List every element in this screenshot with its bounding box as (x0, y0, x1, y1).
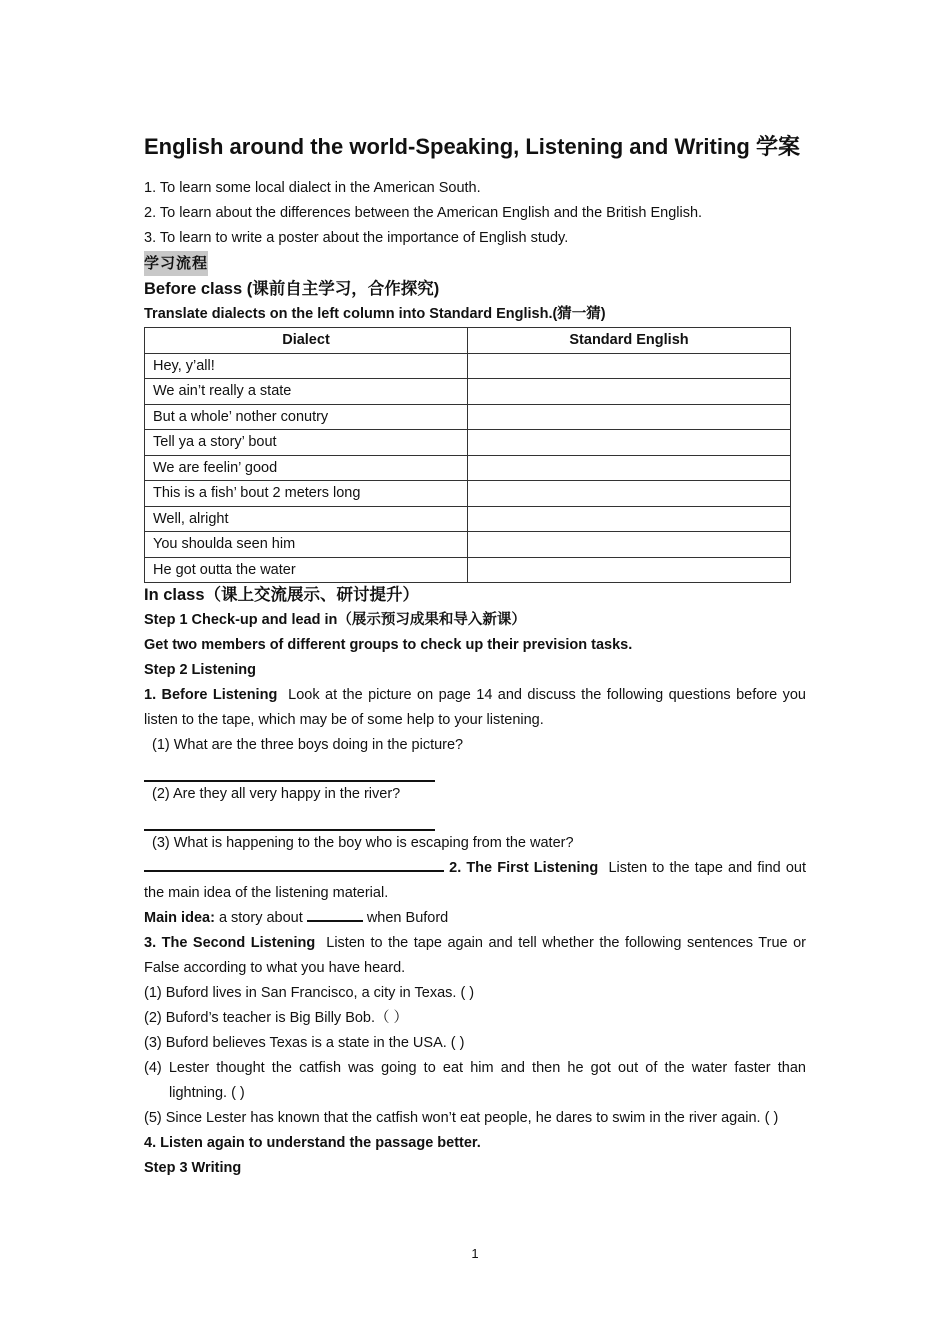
step1-task: Get two members of different groups to check up their prevision tasks. (144, 637, 633, 653)
statement-4: (4) Lester thought the catfish was going to eat him and then he got out of the water faster than lightning. ( ) (144, 1060, 806, 1101)
before-listening-text: Look at the picture on page 14 and discuss the following questions before you listen to the tape, which may be of some help to your listening. (144, 687, 806, 728)
table-row (145, 353, 791, 379)
dialect-cell: He got outta the water (145, 557, 468, 583)
table-row (145, 379, 791, 405)
second-listening-paragraph (144, 931, 806, 981)
table-row (145, 430, 791, 456)
main-idea-blank[interactable] (307, 908, 363, 922)
before-listening-label: 1. Before Listening (144, 687, 278, 703)
statement-5: (5) Since Lester has known that the catfish won’t eat people, he dares to swim in the river again. ( ) (144, 1110, 779, 1126)
table-row (145, 532, 791, 558)
statement-2: (2) Buford’s teacher is Big Billy Bob.（ ） (144, 1010, 409, 1026)
document-page (144, 130, 806, 1181)
table-row (145, 506, 791, 532)
answer-cell[interactable] (468, 353, 791, 379)
second-listening-label: 3. The Second Listening (144, 935, 316, 951)
process-label-line (144, 251, 806, 277)
question-2: (2) Are they all very happy in the river? (152, 786, 401, 802)
answer-cell[interactable] (468, 532, 791, 558)
dialect-cell: We are feelin’ good (145, 455, 468, 481)
objective-1: 1. To learn some local dialect in the American South. (144, 180, 481, 196)
answer-line-2[interactable] (144, 807, 435, 831)
dialect-cell: We ain’t really a state (145, 379, 468, 405)
main-idea-post: when Buford (366, 910, 449, 926)
dialect-cell: Well, alright (145, 506, 468, 532)
question-3: (3) What is happening to the boy who is escaping from the water? (152, 835, 574, 851)
statement-1: (1) Buford lives in San Francisco, a city in Texas. ( ) (144, 985, 475, 1001)
page-number: 1 (471, 1246, 479, 1261)
dialect-cell: Tell ya a story’ bout (145, 430, 468, 456)
table-row (145, 481, 791, 507)
table-row (145, 455, 791, 481)
table-row (145, 557, 791, 583)
process-label: 学习流程 (144, 251, 208, 276)
answer-cell[interactable] (468, 481, 791, 507)
header-standard-english: Standard English (468, 328, 791, 354)
step1-heading: Step 1 Check-up and lead in（展示预习成果和导入新课） (144, 612, 526, 628)
listen-again: 4. Listen again to understand the passage better. (144, 1135, 481, 1151)
table-row (145, 404, 791, 430)
dialect-cell: Hey, y’all! (145, 353, 468, 379)
answer-cell[interactable] (468, 404, 791, 430)
first-listening-label: 2. The First Listening (449, 860, 599, 876)
answer-line-3[interactable] (144, 856, 444, 872)
main-idea-pre: a story about (218, 910, 303, 926)
main-idea-label: Main idea: (144, 910, 215, 926)
answer-cell[interactable] (468, 379, 791, 405)
main-idea-line (144, 906, 806, 931)
answer-cell[interactable] (468, 430, 791, 456)
objective-2: 2. To learn about the differences between the American English and the British English. (144, 205, 703, 221)
dialect-cell: This is a fish’ bout 2 meters long (145, 481, 468, 507)
objective-3: 3. To learn to write a poster about the importance of English study. (144, 230, 569, 246)
first-listening-text: Listen to the tape and find out the main idea of the listening material. (144, 860, 807, 901)
dialect-cell: You shoulda seen him (145, 532, 468, 558)
in-class-heading: In class（课上交流展示、研讨提升） (144, 586, 420, 604)
before-class-instruction: Translate dialects on the left column into Standard English.(猜一猜) (144, 306, 606, 322)
statement-3: (3) Buford believes Texas is a state in the USA. ( ) (144, 1035, 465, 1051)
answer-cell[interactable] (468, 557, 791, 583)
question-1: (1) What are the three boys doing in the picture? (152, 737, 464, 753)
step2-heading: Step 2 Listening (144, 662, 256, 678)
table-header-row (145, 328, 791, 354)
before-listening-paragraph (144, 683, 806, 733)
before-class-heading: Before class (课前自主学习，合作探究) (144, 280, 440, 298)
first-listening-paragraph (144, 856, 806, 906)
document-title: English around the world-Speaking, Listening and Writing 学案 (144, 134, 800, 159)
answer-line-1[interactable] (144, 758, 435, 782)
step3-heading: Step 3 Writing (144, 1160, 242, 1176)
dialect-cell: But a whole’ nother conutry (145, 404, 468, 430)
answer-cell[interactable] (468, 455, 791, 481)
answer-cell[interactable] (468, 506, 791, 532)
header-dialect: Dialect (145, 328, 468, 354)
second-listening-text: Listen to the tape again and tell whether the following sentences True or False according to what you have heard. (144, 935, 806, 976)
dialect-table (144, 327, 791, 583)
